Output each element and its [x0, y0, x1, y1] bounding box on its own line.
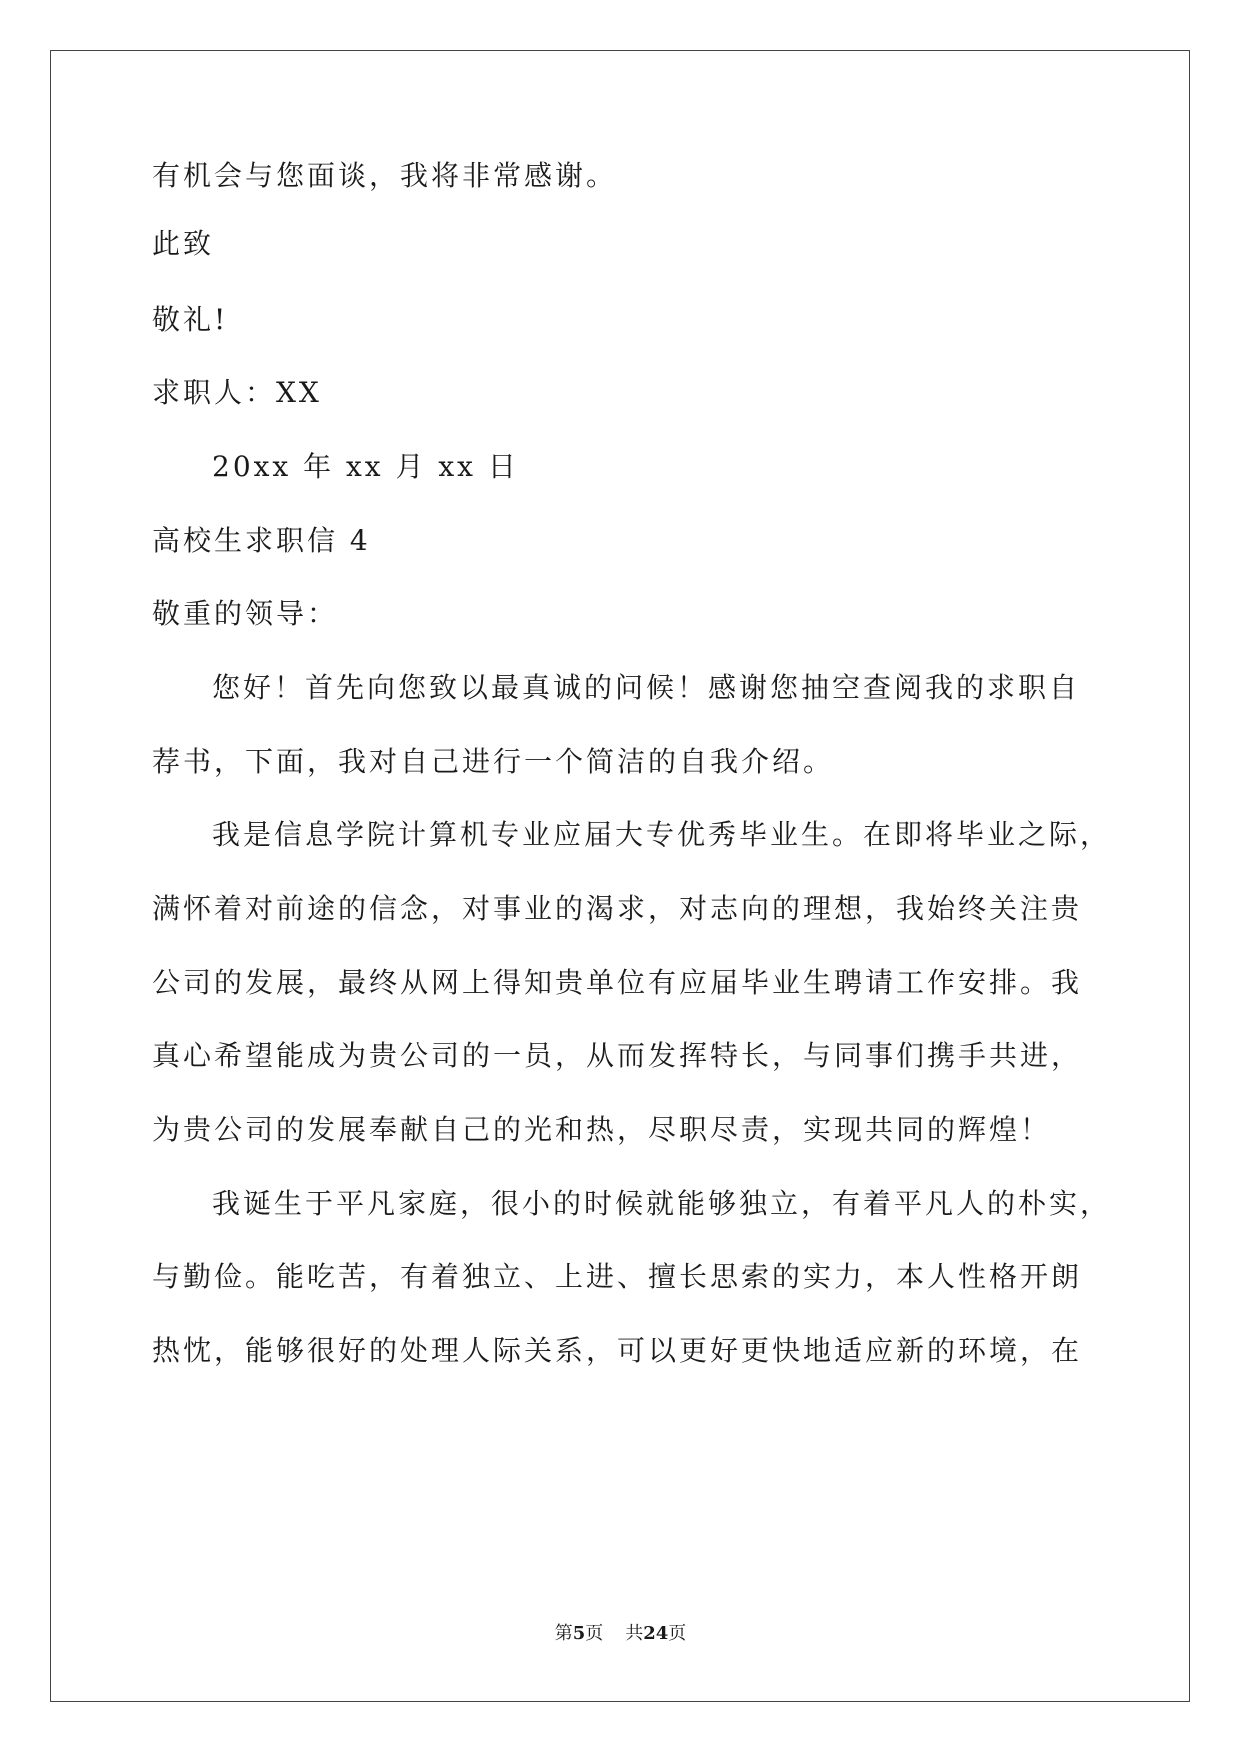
footer-page-suffix: 页 [585, 1623, 604, 1644]
page-footer [0, 1622, 1241, 1646]
text-line: 公司的发展，最终从网上得知贵单位有应届毕业生聘请工作安排。我 [152, 966, 1083, 999]
page-number: 5 [572, 1623, 586, 1644]
text-line: 求职人：XX [152, 376, 322, 409]
total-pages: 24 [643, 1623, 669, 1644]
text-line: 真心希望能成为贵公司的一员，从而发挥特长，与同事们携手共进， [152, 1039, 1083, 1072]
footer-total-suffix: 页 [668, 1623, 687, 1644]
text-line: 为贵公司的发展奉献自己的光和热，尽职尽责，实现共同的辉煌！ [152, 1113, 1052, 1146]
text-line: 有机会与您面谈，我将非常感谢。 [152, 159, 618, 192]
footer-prefix: 第 [554, 1623, 573, 1644]
text-line: 热忱，能够很好的处理人际关系，可以更好更快地适应新的环境，在 [152, 1334, 1083, 1367]
page-border [50, 50, 1190, 1702]
footer-total-prefix: 共 [625, 1623, 644, 1644]
section-title: 高校生求职信 4 [152, 524, 371, 557]
text-line: 与勤俭。能吃苦，有着独立、上进、擅长思索的实力，本人性格开朗 [152, 1260, 1083, 1293]
text-line: 敬礼! [152, 303, 229, 336]
text-line: 满怀着对前途的信念，对事业的渴求，对志向的理想，我始终关注贵 [152, 892, 1083, 925]
text-line: 我是信息学院计算机专业应届大专优秀毕业生。在即将毕业之际， [212, 818, 1112, 851]
text-line: 您好！首先向您致以最真诚的问候！感谢您抽空查阅我的求职自 [212, 671, 1081, 704]
text-line: 荐书，下面，我对自己进行一个简洁的自我介绍。 [152, 745, 835, 778]
text-line: 此致 [152, 227, 215, 260]
date-line: 20xx 年 xx 月 xx 日 [212, 450, 519, 483]
text-line: 我诞生于平凡家庭，很小的时候就能够独立，有着平凡人的朴实， [212, 1187, 1112, 1220]
salutation: 敬重的领导： [152, 597, 339, 630]
